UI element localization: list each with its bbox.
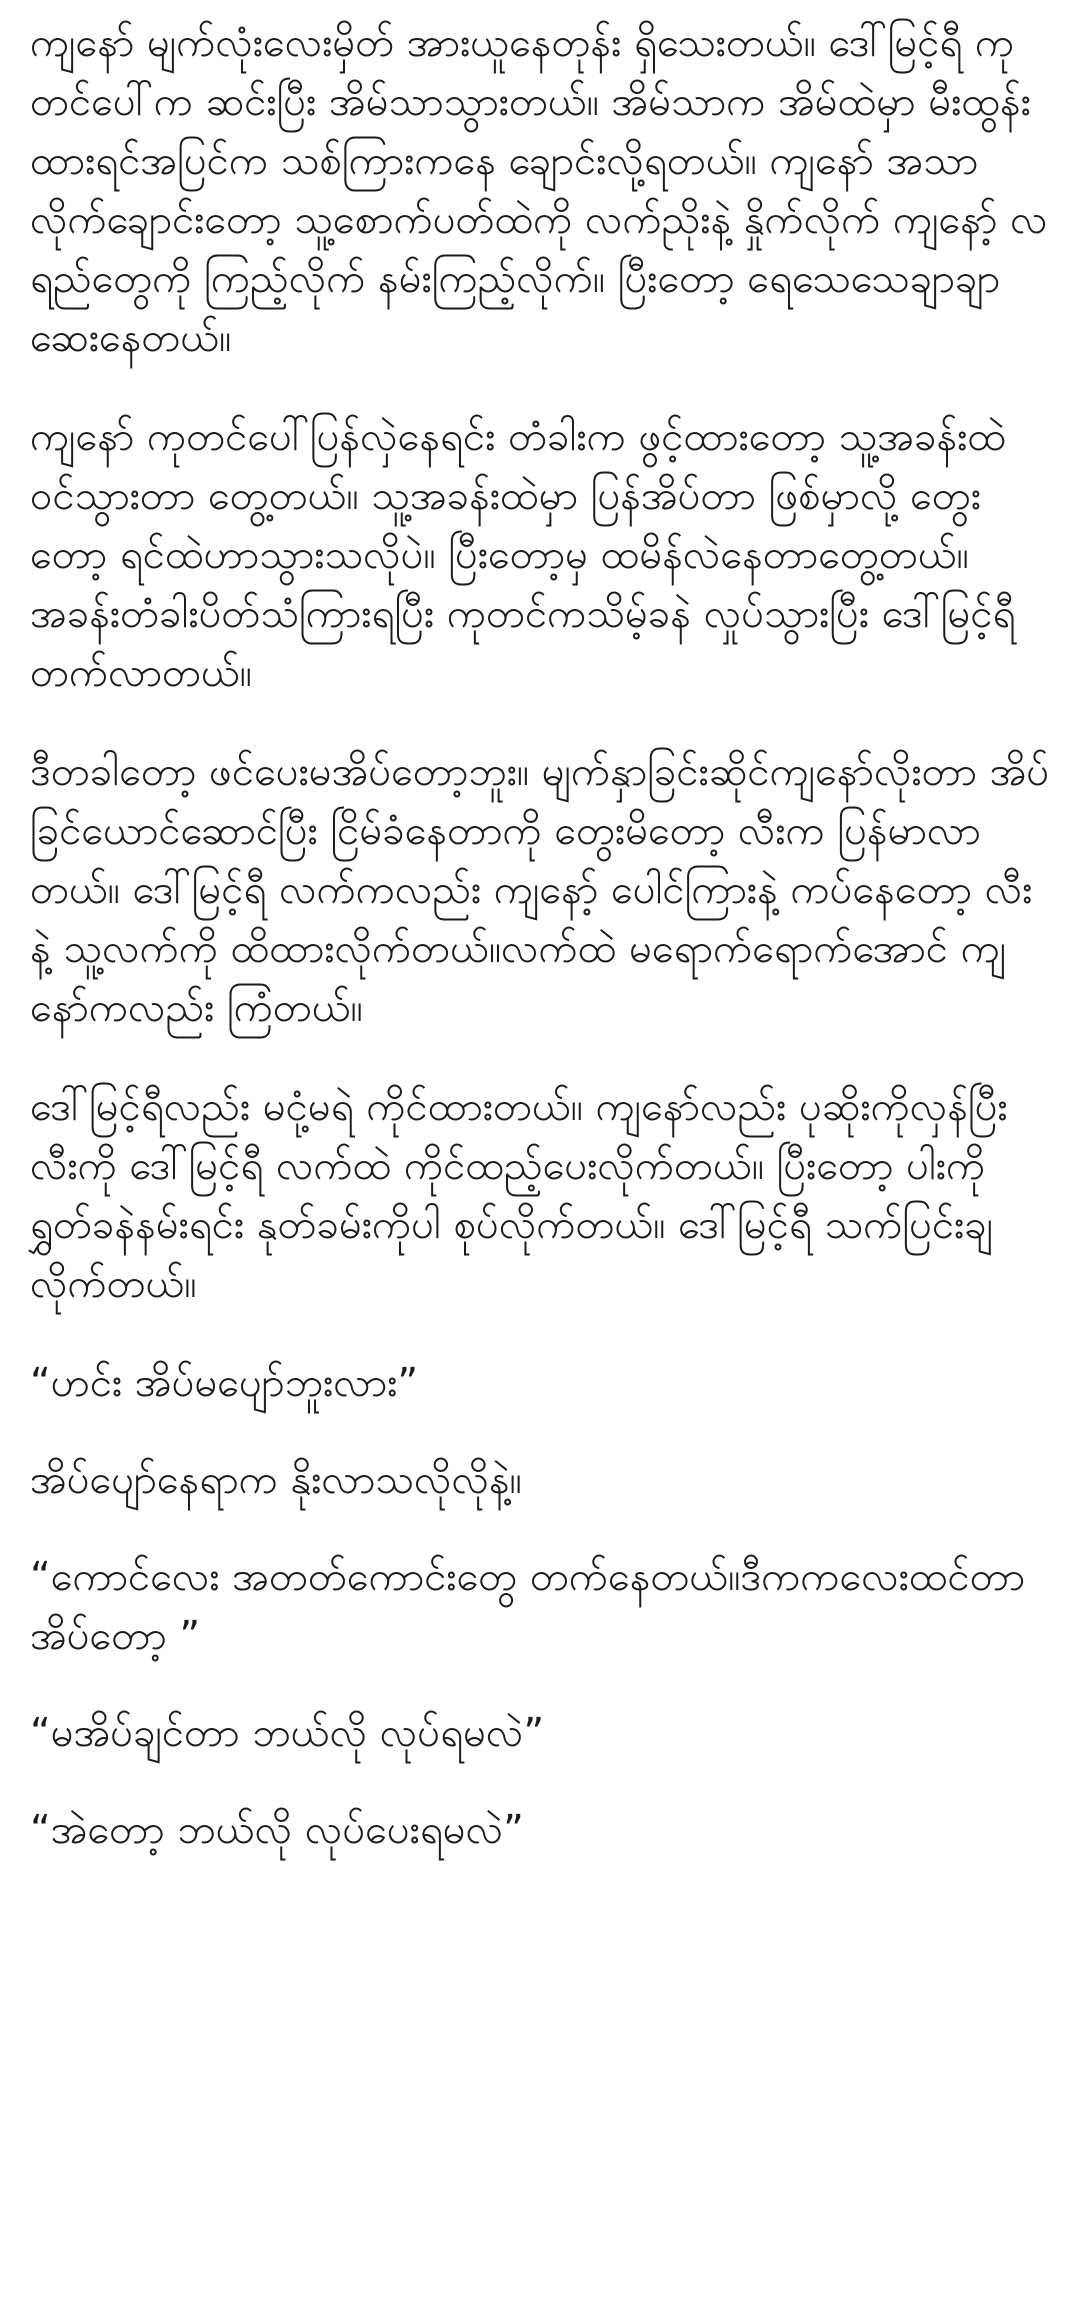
- dialogue-line-5: “အဲတော့ ဘယ်လို လုပ်ပေးရမလဲ”: [30, 1807, 524, 1853]
- paragraph-2: ကျနော် ကုတင်ပေါ်ပြန်လှဲနေရင်း တံခါးက ဖွင့်ထားတော့ သူ့အခန်းထဲ ဝင်သွားတာ တွေ့တယ်။ သူ့အခန်းထဲမှာ ပြန်အိပ်တာ ဖြစ်မှာလို့ တွေးတော့ ရင်ထဲဟာသွားသလိုပဲ။ ပြီးတော့မှ ထမိန်လဲနေတာတွေ့တယ်။ အခန်းတံခါးပိတ်သံကြားရပြီး ကုတင်ကသိမ့်ခနဲ လှုပ်သွားပြီး ဒေါ်မြင့်ရီ တက်လာတယ်။: [30, 414, 1016, 696]
- dialogue-line-4: “မအိပ်ချင်တာ ဘယ်လို လုပ်ရမလဲ”: [30, 1710, 545, 1756]
- dialogue-line-1: “ဟင်း အိပ်မပျော်ဘူးလား”: [30, 1360, 419, 1406]
- dialogue-line-2: အိပ်ပျော်နေရာက နိုးလာသလိုလိုနဲ့။: [30, 1457, 522, 1503]
- dialogue-line-3: “ကောင်လေး အတတ်ကောင်းတွေ တက်နေတယ်။ဒီကကလေးထင်တာ အိပ်တော့ ”: [30, 1554, 1026, 1659]
- paragraph-3: ဒီတခါတော့ ဖင်ပေးမအိပ်တော့ဘူး။ မျက်နှာခြင်းဆိုင်ကျနော်လိုးတာ အိပ်ခြင်ယောင်ဆောင်ပြီး ငြိမ်ခံနေတာကို တွေးမိတော့ လီးက ပြန်မာလာတယ်။ ဒေါ်မြင့်ရီ လက်ကလည်း ကျနော့် ပေါင်ကြားနဲ့ ကပ်နေတော့ လီးနဲ့ သူ့လက်ကို ထိထားလိုက်တယ်။လက်ထဲ မရောက်ရောက်အောင် ကျနော်ကလည်း ကြံတယ်။: [30, 749, 1050, 1031]
- paragraph-1: ကျနော် မျက်လုံးလေးမှိတ် အားယူနေတုန်း ရှိသေးတယ်။ ဒေါ်မြင့်ရီ ကုတင်ပေါ်က ဆင်းပြီး အိမ်သာသွားတယ်။ အိမ်သာက အိမ်ထဲမှာ မီးထွန်းထားရင်အပြင်က သစ်ကြားကနေ ချောင်းလို့ရတယ်။ ကျနော် အသာလိုက်ချောင်းတော့ သူ့စောက်ပတ်ထဲကို လက်ညိုးနဲ့ နှိုက်လိုက် ကျနော့် လရည်တွေကို ကြည့်လိုက် နမ်းကြည့်လိုက်။ ပြီးတော့ ရေသေသေချာချာ ဆေးနေတယ်။: [30, 20, 1048, 361]
- paragraph-4: ဒေါ်မြင့်ရီလည်း မငုံ့မရဲ ကိုင်ထားတယ်။ ကျနော်လည်း ပုဆိုးကိုလှန်ပြီး လီးကို ဒေါ်မြင့်ရီ လက်ထဲ ကိုင်ထည့်ပေးလိုက်တယ်။ ပြီးတော့ ပါးကို ရွှတ်ခနဲနမ်းရင်း နုတ်ခမ်းကိုပါ စုပ်လိုက်တယ်။ ဒေါ်မြင့်ရီ သက်ပြင်းချလိုက်တယ်။: [30, 1084, 1008, 1307]
